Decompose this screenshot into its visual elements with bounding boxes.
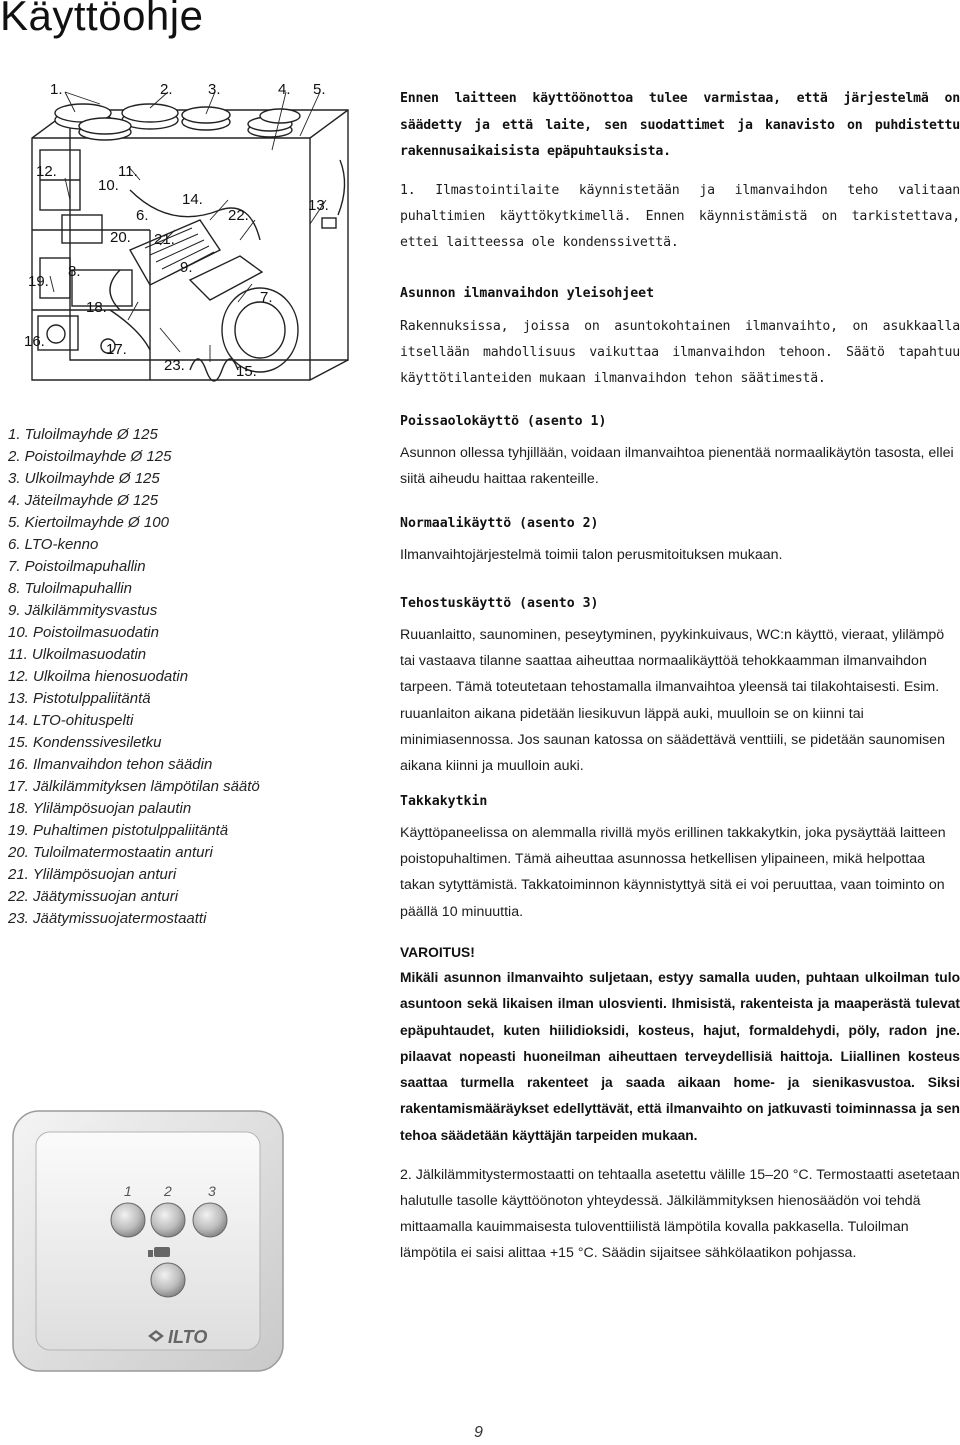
step2-text: 2. Jälkilämmitystermostaatti on tehtaalla asetettu välille 15–20 °C. Termostaatti asetetaan halutulle tasolle käyttöönoton yhteydessä. Jälkilämmityksen hienosäädön voi tehdä mittaamalla kauimmaisesta tuloventtiilistä lämpötila kovalla pakkasella. Tuloilman lämpötila ei saisi alittaa +15 °C. Säädin sijaitsee sähkölaatikon pohjassa. (400, 1167, 960, 1261)
callout-label: 17. (106, 341, 127, 358)
callout-label: 7. (260, 289, 273, 306)
fireplace-heading: Takkakytkin (400, 794, 488, 809)
brand-logo-text: ILTO (168, 1327, 208, 1347)
unit-drawing (10, 80, 382, 390)
unit-diagram (10, 80, 382, 390)
step1-block (400, 178, 960, 256)
callout-label: 14. (182, 191, 203, 208)
legend-item: 12. Ulkoilma hienosuodatin (8, 668, 189, 685)
absence-block (400, 410, 960, 492)
legend-item: 15. Kondenssivesiletku (8, 734, 162, 751)
legend-list (8, 424, 260, 930)
legend-item: 2. Poistoilmayhde Ø 125 (8, 448, 172, 465)
general-body: Rakennuksissa, joissa on asuntokohtainen ilmanvaihto, on asukkaalla itsellään mahdollisuus vaikuttaa ilmanvaihdon tehoon. Säätö tapahtuu käyttötilanteiden mukaan ilmanvaihdon tehon säätimestä. (400, 319, 960, 386)
speed-button-1[interactable] (111, 1203, 145, 1237)
legend-item: 19. Puhaltimen pistotulppaliitäntä (8, 822, 229, 839)
button-label-2: 2 (164, 1183, 172, 1199)
callout-label: 13. (308, 197, 329, 214)
callout-label: 15. (236, 363, 257, 380)
callout-label: 6. (136, 207, 149, 224)
callout-label: 16. (24, 333, 45, 350)
legend-item: 23. Jäätymissuojatermostaatti (8, 910, 207, 927)
button-label-1: 1 (124, 1183, 132, 1199)
callout-label: 19. (28, 273, 49, 290)
warning-heading: VAROITUS! (400, 945, 475, 960)
legend-item: 11. Ulkoilmasuodatin (8, 646, 147, 663)
fireplace-block (400, 790, 960, 925)
legend-item: 6. LTO-kenno (8, 536, 99, 553)
callout-label: 23. (164, 357, 185, 374)
legend-item: 10. Poistoilmasuodatin (8, 624, 159, 641)
callout-label: 3. (208, 81, 221, 98)
callout-label: 18. (86, 299, 107, 316)
callout-label: 21. (154, 231, 175, 248)
page-number: 9 (474, 1424, 483, 1441)
boost-heading: Tehostuskäyttö (asento 3) (400, 596, 599, 611)
legend-item: 4. Jäteilmayhde Ø 125 (8, 492, 159, 509)
speed-button-2[interactable] (151, 1203, 185, 1237)
callout-label: 5. (313, 81, 326, 98)
control-panel-drawing (12, 1110, 284, 1372)
callout-label: 22. (228, 207, 249, 224)
callout-label: 20. (110, 229, 131, 246)
boost-block (400, 592, 960, 779)
page-title: Käyttöohje (0, 0, 204, 39)
callout-label: 9. (180, 259, 193, 276)
intro-block (400, 86, 960, 166)
legend-item: 17. Jälkilämmityksen lämpötilan säätö (8, 778, 260, 795)
button-label-3: 3 (208, 1183, 216, 1199)
legend-item: 21. Ylilämpösuojan anturi (8, 866, 177, 883)
callout-label: 11. (118, 163, 138, 180)
legend-item: 20. Tuloilmatermostaatin anturi (8, 844, 213, 861)
legend-item: 16. Ilmanvaihdon tehon säädin (8, 756, 213, 773)
speed-button-3[interactable] (193, 1203, 227, 1237)
normal-heading: Normaalikäyttö (asento 2) (400, 516, 599, 531)
normal-body: Ilmanvaihtojärjestelmä toimii talon perusmitoituksen mukaan. (400, 547, 783, 563)
legend-item: 22. Jäätymissuojan anturi (8, 888, 179, 905)
intro-text: Ennen laitteen käyttöönottoa tulee varmistaa, että järjestelmä on säädetty ja että laite, sen suodattimet ja kanavisto on puhdistettu rakennusaikaisista epäpuhtauksista. (400, 91, 960, 159)
legend-item: 9. Jälkilämmitysvastus (8, 602, 158, 619)
callout-label: 1. (50, 81, 63, 98)
general-heading: Asunnon ilmanvaihdon yleisohjeet (400, 286, 655, 301)
legend-item: 8. Tuloilmapuhallin (8, 580, 132, 597)
absence-heading: Poissaolokäyttö (asento 1) (400, 414, 607, 429)
panel-face (36, 1132, 260, 1350)
warning-block (400, 941, 960, 1149)
legend-item: 3. Ulkoilmayhde Ø 125 (8, 470, 160, 487)
step1-text: 1. Ilmastointilaite käynnistetään ja ilmanvaihdon teho valitaan puhaltimien käyttökytkimellä. Ennen käynnistämistä on tarkistettava, ettei laitteessa ole kondenssivettä. (400, 183, 960, 250)
legend-item: 14. LTO-ohituspelti (8, 712, 134, 729)
callout-label: 10. (98, 177, 119, 194)
legend-item: 5. Kiertoilmayhde Ø 100 (8, 514, 169, 531)
fireplace-button[interactable] (151, 1263, 185, 1297)
boost-body: Ruuanlaitto, saunominen, peseytyminen, pyykinkuivaus, WC:n käyttö, vieraat, ylilämpö tai vastaava tilanne saattaa aiheuttaa normaalikäyttöä tehokkaamman ilmanvaihdon tarpeen. Tämä toteutetaan tehostamalla ilmanvaihtoa yleensä tai tilakohtaisesti. Esim. ruuanlaiton aikana pidetään liesikuvun läppä auki, muulloin se on kiinni tai minimiasennossa. Jos saunan katossa on säädettävä venttiili, se pidetään saunomisen aikana kiinni ja muulloin auki. (400, 627, 945, 775)
step2-block (400, 1162, 960, 1266)
callout-label: 8. (68, 263, 81, 280)
absence-body: Asunnon ollessa tyhjillään, voidaan ilmanvaihtoa pienentää normaalikäytön tasosta, ellei siitä aiheudu haittaa rakenteille. (400, 445, 954, 487)
callout-label: 2. (160, 81, 173, 98)
fireplace-body: Käyttöpaneelissa on alemmalla rivillä myös erillinen takkakytkin, joka pysäyttää laitteen poistopuhaltimen. Tämä aiheuttaa asunnossa hetkellisen ylipaineen, mikä helpottaa takan sytyttämistä. Takkatoiminnon käynnistyttyä sitä ei voi peruuttaa, vaan toiminto on päällä 10 minuuttia. (400, 825, 946, 920)
legend-item: 18. Ylilämpösuojan palautin (8, 800, 192, 817)
normal-block (400, 512, 960, 568)
legend-item: 7. Poistoilmapuhallin (8, 558, 146, 575)
general-block (400, 282, 960, 392)
legend-item: 13. Pistotulppaliitäntä (8, 690, 151, 707)
legend-item: 1. Tuloilmayhde Ø 125 (8, 426, 158, 443)
callout-label: 12. (36, 163, 57, 180)
control-panel-illustration (12, 1110, 284, 1372)
callout-label: 4. (278, 81, 291, 98)
warning-body: Mikäli asunnon ilmanvaihto suljetaan, estyy samalla uuden, puhtaan ulkoilman tulo asuntoon sekä likaisen ilman ulosvienti. Ihmisistä, rakenteista ja maaperästä tulevat epäpuhtaudet, kuten hiilidioksidi, kosteus, hajut, formaldehydi, pöly, radon jne. pilaavat nopeasti huoneilman aiheuttaen terveydellisiä haittoja. Liiallinen kosteus saattaa turmella rakenteet ja saada aikaan home- ja sienikasvustoa. Siksi rakentamismääräykset edellyttävät, että ilmanvaihto on jatkuvasti toiminnassa ja sen tehoa säädetään käyttäjän tarpeiden mukaan. (400, 970, 960, 1143)
